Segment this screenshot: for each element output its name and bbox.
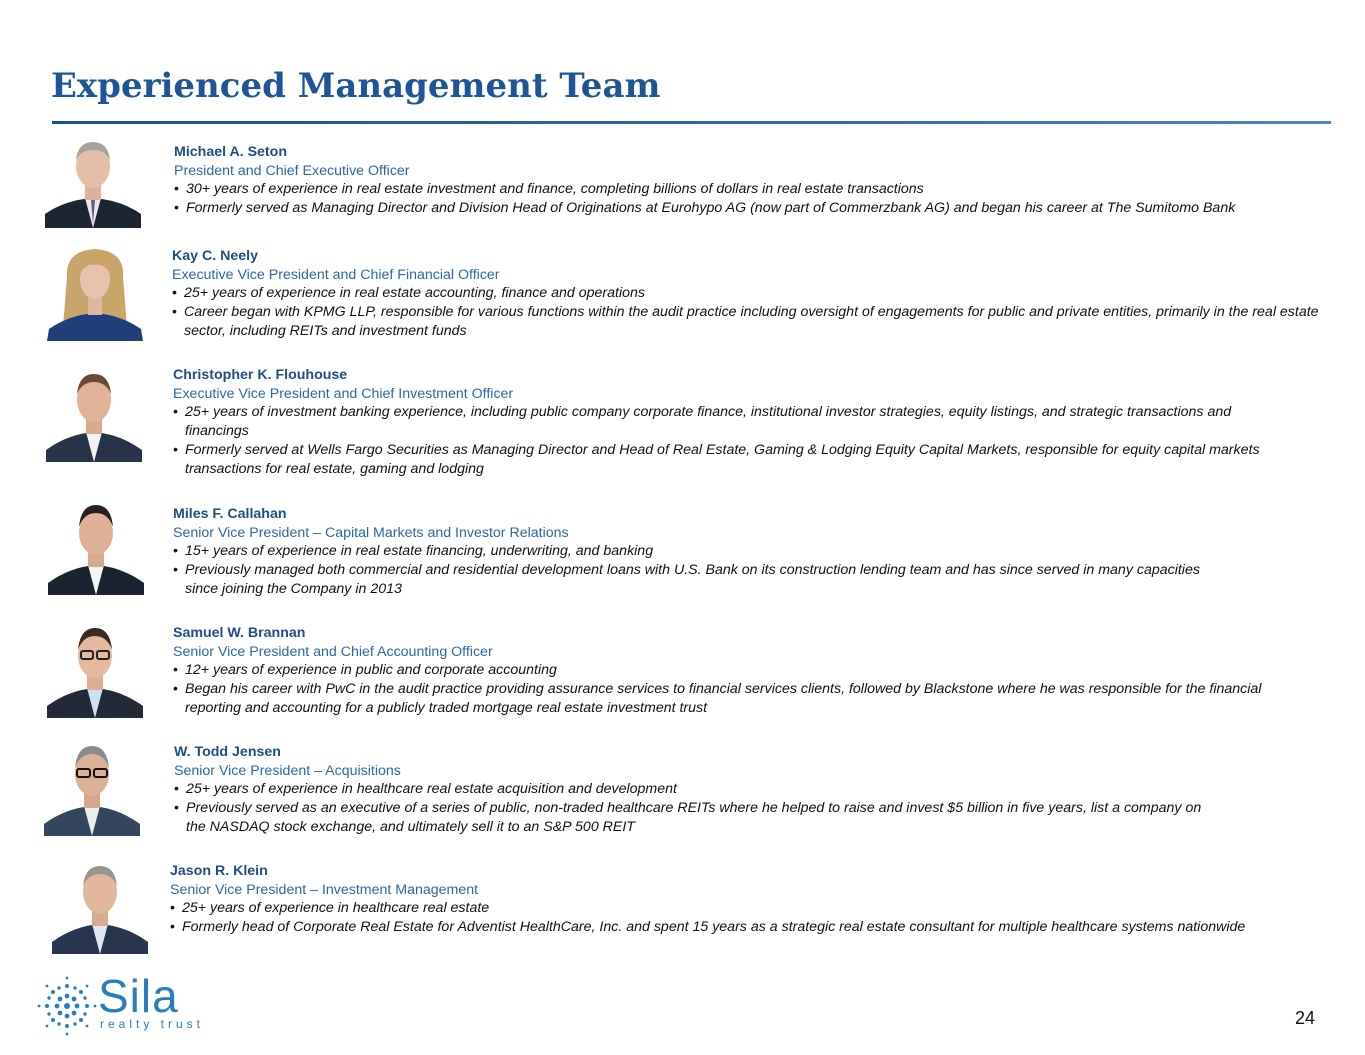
member-title: Senior Vice President and Chief Accounting Officer <box>173 643 493 660</box>
logo-wordmark: Sila <box>98 970 179 1022</box>
bio-item: • Formerly served at Wells Fargo Securities as Managing Director and Head of Real Estate, Gaming & Lodging Equity Capital Markets, responsible for equity capital markets transactions for real estate, gaming and lodging <box>173 441 1263 478</box>
member-name: Kay C. Neely <box>172 248 258 264</box>
member-name: Michael A. Seton <box>174 144 287 160</box>
member-title: Senior Vice President – Capital Markets and Investor Relations <box>173 524 569 541</box>
member-title: President and Chief Executive Officer <box>174 162 410 179</box>
company-logo <box>36 970 216 1037</box>
member-title: Executive Vice President and Chief Financial Officer <box>172 266 500 283</box>
member-name: Miles F. Callahan <box>173 506 287 522</box>
person-silhouette-icon <box>44 742 140 836</box>
headshot-photo <box>44 742 140 836</box>
headshot-photo <box>47 624 143 718</box>
bio-item: • Career began with KPMG LLP, responsible for various functions within the audit practice including oversight of engagements for public and private entities, primarily in the real estate sector, including REITs and investment funds <box>172 303 1322 340</box>
bio-list <box>170 899 1280 936</box>
title-divider <box>52 121 1331 124</box>
headshot-photo <box>52 860 148 954</box>
page-number: 24 <box>1295 1008 1316 1028</box>
headshot-photo <box>45 134 141 228</box>
page-title: Experienced Management Team <box>51 66 661 106</box>
bio-item: • Previously served as an executive of a series of public, non-traded healthcare REITs where he helped to raise and invest $5 billion in five years, list a company on the NASDAQ stock exchange, and ultimately sell it to an S&P 500 REIT <box>174 799 1224 836</box>
member-title: Executive Vice President and Chief Investment Officer <box>173 385 514 402</box>
bio-list <box>174 780 1224 836</box>
bio-item: • Formerly head of Corporate Real Estate for Adventist HealthCare, Inc. and spent 15 years as a strategic real estate consultant for multiple healthcare systems nationwide <box>170 918 1280 937</box>
person-silhouette-icon <box>45 134 141 228</box>
bio-list <box>173 403 1263 478</box>
member-name: Jason R. Klein <box>170 863 268 879</box>
bio-item: • Previously managed both commercial and residential development loans with U.S. Bank on its construction lending team and has since served in many capacities since joining the Company in 2013 <box>173 561 1233 598</box>
logo-tagline: realty trust <box>100 1017 205 1031</box>
bio-item: • Formerly served as Managing Director and Division Head of Originations at Eurohypo AG (now part of Commerzbank AG) and began his career at The Sumitomo Bank <box>174 199 1344 218</box>
bio-list <box>173 661 1293 717</box>
member-title: Senior Vice President – Acquisitions <box>174 762 401 779</box>
member-name: W. Todd Jensen <box>174 744 281 760</box>
person-silhouette-icon <box>47 247 143 341</box>
person-silhouette-icon <box>46 368 142 462</box>
person-silhouette-icon <box>47 624 143 718</box>
bio-list <box>172 284 1322 340</box>
member-name: Christopher K. Flouhouse <box>173 367 348 383</box>
headshot-photo <box>46 368 142 462</box>
member-name: Samuel W. Brannan <box>173 625 306 641</box>
bio-item: • 25+ years of experience in real estate accounting, finance and operations <box>172 284 1322 303</box>
bio-item: • 15+ years of experience in real estate financing, underwriting, and banking <box>173 542 1233 561</box>
bio-item: • Began his career with PwC in the audit practice providing assurance services to financial services clients, followed by Blackstone where he was responsible for the financial reporting and accounting for a publicly traded mortgage real estate investment trust <box>173 680 1293 717</box>
person-silhouette-icon <box>52 860 148 954</box>
headshot-photo <box>47 247 143 341</box>
bio-item: • 25+ years of investment banking experience, including public company corporate finance, institutional investor strategies, equity listings, and strategic transactions and financings <box>173 403 1263 440</box>
bio-item: • 25+ years of experience in healthcare real estate <box>170 899 1280 918</box>
sunburst-logo-icon <box>36 975 98 1037</box>
person-silhouette-icon <box>48 501 144 595</box>
bio-item: • 30+ years of experience in real estate investment and finance, completing billions of dollars in real estate transactions <box>174 180 1344 199</box>
bio-list <box>174 180 1344 217</box>
bio-list <box>173 542 1233 598</box>
member-title: Senior Vice President – Investment Management <box>170 881 479 898</box>
headshot-photo <box>48 501 144 595</box>
bio-item: • 25+ years of experience in healthcare real estate acquisition and development <box>174 780 1224 799</box>
bio-item: • 12+ years of experience in public and corporate accounting <box>173 661 1293 680</box>
